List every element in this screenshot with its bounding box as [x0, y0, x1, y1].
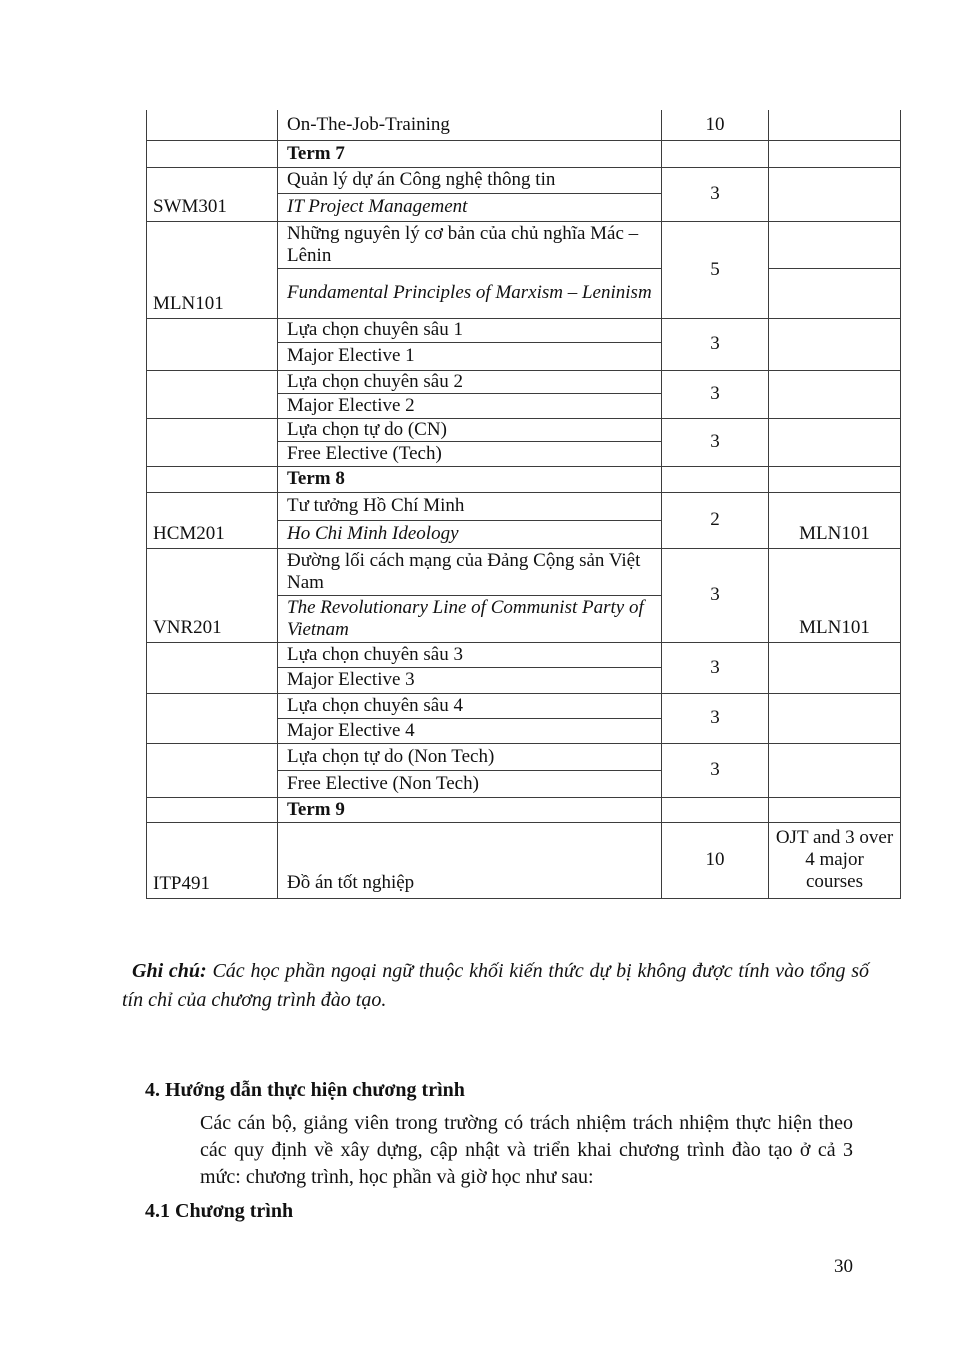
table-row: [147, 743, 901, 770]
course-code-cell: [147, 642, 278, 693]
prereq-cell: [769, 268, 901, 318]
table-row: [147, 822, 901, 898]
course-code-cell: [147, 466, 278, 492]
prereq-cell: [769, 466, 901, 492]
note: [122, 957, 869, 1015]
prereq-cell: [769, 693, 901, 743]
course-name-vi: Quản lý dự án Công nghệ thông tin: [278, 167, 662, 193]
course-name-en: Major Elective 1: [278, 342, 662, 370]
course-code-cell: [147, 418, 278, 466]
course-name-en: Major Elective 3: [278, 667, 662, 693]
course-name-en: On-The-Job-Training: [278, 110, 662, 140]
credits-cell: [662, 466, 769, 492]
credits-cell: 3: [662, 548, 769, 642]
table-row: [147, 492, 901, 520]
course-name-vi: Lựa chọn chuyên sâu 1: [278, 318, 662, 342]
page-number: 30: [834, 1256, 853, 1277]
term-label: Term 9: [278, 797, 662, 822]
table-row: [147, 167, 901, 193]
prereq-cell: [769, 418, 901, 466]
section-paragraph: Các cán bộ, giảng viên trong trường có trách nhiệm trách nhiệm thực hiện theo các quy định về xây dựng, cập nhật và triển khai chương trình đào tạo ở cả 3 mức: chương trình, học phần và giờ học như sau:: [200, 1112, 853, 1188]
credits-cell: 10: [662, 110, 769, 140]
credits-cell: 3: [662, 642, 769, 693]
prereq-cell: [769, 743, 901, 797]
course-code-cell: ITP491: [147, 822, 278, 898]
credits-cell: 3: [662, 318, 769, 370]
prereq-cell: [769, 642, 901, 693]
curriculum-table: [146, 110, 901, 899]
section-heading: 4. Hướng dẫn thực hiện chương trình: [145, 1079, 465, 1101]
credits-cell: 3: [662, 370, 769, 418]
credits-cell: 3: [662, 693, 769, 743]
course-code-cell: MLN101: [147, 221, 278, 318]
prereq-cell: [769, 318, 901, 370]
credits-cell: 3: [662, 418, 769, 466]
table-row: [147, 370, 901, 393]
credits-cell: 2: [662, 492, 769, 548]
course-name-vi: Lựa chọn chuyên sâu 3: [278, 642, 662, 667]
course-code-cell: [147, 693, 278, 743]
course-name-vi: Lựa chọn chuyên sâu 4: [278, 693, 662, 718]
course-name-en: IT Project Management: [278, 193, 662, 221]
course-name-en: Free Elective (Non Tech): [278, 770, 662, 797]
course-code-cell: [147, 370, 278, 418]
course-name-en: Fundamental Principles of Marxism – Leninism: [278, 268, 662, 318]
course-name-vi: Đồ án tốt nghiệp: [278, 822, 662, 898]
course-name-en: Ho Chi Minh Ideology: [278, 520, 662, 548]
course-code-cell: [147, 797, 278, 822]
course-name-en: The Revolutionary Line of Communist Party of Vietnam: [278, 595, 662, 642]
course-name-vi: Tư tưởng Hồ Chí Minh: [278, 492, 662, 520]
course-name-vi: Lựa chọn tự do (CN): [278, 418, 662, 441]
note-label: Ghi chú:: [132, 960, 207, 982]
course-name-en: Major Elective 2: [278, 393, 662, 418]
course-name-vi: Những nguyên lý cơ bản của chủ nghĩa Mác – Lênin: [278, 221, 662, 268]
table-row: [147, 642, 901, 667]
credits-cell: 5: [662, 221, 769, 318]
course-code-cell: [147, 140, 278, 167]
course-code-cell: [147, 110, 278, 140]
subsection-heading: 4.1 Chương trình: [145, 1200, 294, 1222]
table-row: [147, 110, 901, 140]
prereq-cell: OJT and 3 over 4 major courses: [769, 822, 901, 898]
course-code-cell: SWM301: [147, 167, 278, 221]
credits-cell: [662, 797, 769, 822]
course-name-vi: Đường lối cách mạng của Đảng Cộng sản Việt Nam: [278, 548, 662, 595]
credits-cell: [662, 140, 769, 167]
table-row: [147, 221, 901, 268]
prereq-cell: [769, 221, 901, 268]
course-code-cell: [147, 318, 278, 370]
course-name-en: Major Elective 4: [278, 718, 662, 743]
prereq-cell: [769, 167, 901, 221]
course-code-cell: HCM201: [147, 492, 278, 548]
table-row: [147, 318, 901, 342]
prereq-cell: [769, 140, 901, 167]
table-row: [147, 693, 901, 718]
prereq-cell: MLN101: [769, 492, 901, 548]
table-row: [147, 418, 901, 441]
term-label: Term 7: [278, 140, 662, 167]
prereq-cell: MLN101: [769, 548, 901, 642]
course-name-vi: Lựa chọn tự do (Non Tech): [278, 743, 662, 770]
prereq-cell: [769, 797, 901, 822]
term-row: [147, 466, 901, 492]
table-row: [147, 548, 901, 595]
credits-cell: 3: [662, 743, 769, 797]
course-name-en: Free Elective (Tech): [278, 441, 662, 466]
prereq-cell: [769, 110, 901, 140]
course-code-cell: VNR201: [147, 548, 278, 642]
term-row: [147, 140, 901, 167]
credits-cell: 10: [662, 822, 769, 898]
term-label: Term 8: [278, 466, 662, 492]
course-name-vi: Lựa chọn chuyên sâu 2: [278, 370, 662, 393]
term-row: [147, 797, 901, 822]
note-text: Các học phần ngoại ngữ thuộc khối kiến thức dự bị không được tính vào tổng số tín chỉ của chương trình đào tạo.: [122, 960, 870, 1011]
credits-cell: 3: [662, 167, 769, 221]
course-code-cell: [147, 743, 278, 797]
prereq-cell: [769, 370, 901, 418]
